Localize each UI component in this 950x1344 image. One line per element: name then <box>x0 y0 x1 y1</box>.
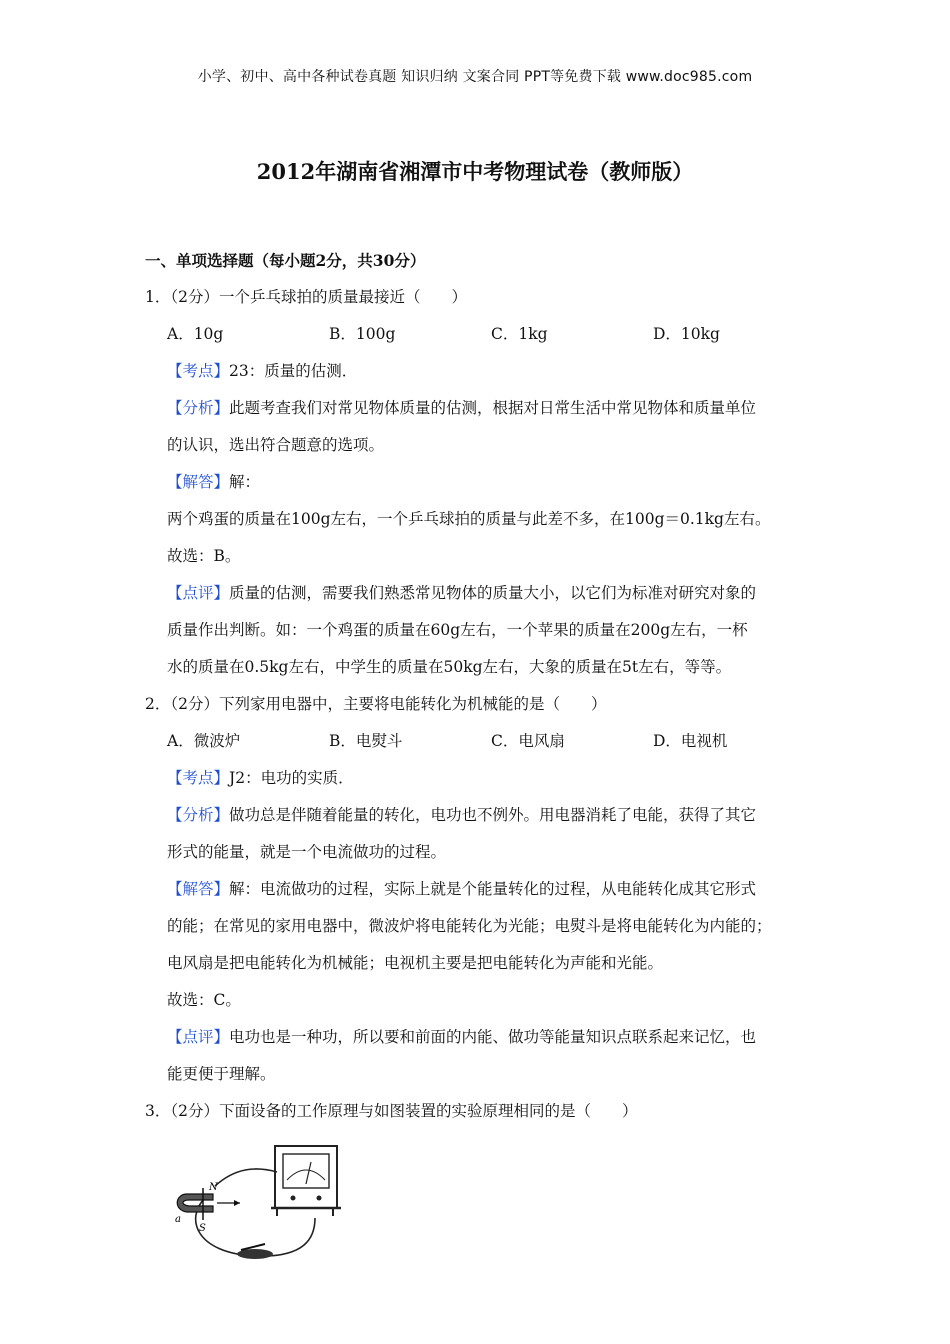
q2-kaodian <box>145 760 825 797</box>
q2-jieda-cont-1: 的能；在常见的家用电器中，微波炉将电能转化为光能；电熨斗是将电能转化为内能的； <box>167 917 772 935</box>
q2-dianping <box>145 1019 825 1056</box>
fenxi-text: 做功总是伴随着能量的转化，电功也不例外。用电器消耗了电能，获得了其它 <box>229 806 757 824</box>
option-a: A．10g <box>167 325 224 343</box>
option-c: C．电风扇 <box>491 732 565 750</box>
q1-fenxi-cont: 的认识，选出符合题意的选项。 <box>167 436 385 454</box>
q1-jieda <box>145 464 825 501</box>
kaodian-text: J2：电功的实质． <box>229 769 354 787</box>
option-d: D．电视机 <box>653 732 728 750</box>
option-d: D．10kg <box>653 325 720 343</box>
question-2-options <box>145 723 825 760</box>
q1-dianping <box>145 575 825 612</box>
section-heading: 一、单项选择题（每小题2分，共30分） <box>145 251 426 270</box>
fenxi-tag: 【分析】 <box>167 806 230 824</box>
q1-fenxi <box>145 390 825 427</box>
dianping-text: 电功也是一种功，所以要和前面的内能、做功等能量知识点联系起来记忆，也 <box>229 1028 757 1046</box>
galvanometer-circuit-diagram <box>165 1138 355 1263</box>
label-a: a <box>175 1214 181 1225</box>
dianping-tag: 【点评】 <box>167 1028 230 1046</box>
q1-answer: 故选：B。 <box>167 547 241 565</box>
kaodian-tag: 【考点】 <box>167 769 230 787</box>
dianping-tag: 【点评】 <box>167 584 230 602</box>
label-s: S <box>199 1223 206 1234</box>
q1-dianping-cont-1: 质量作出判断。如：一个鸡蛋的质量在60g左右，一个苹果的质量在200g左右，一杯 <box>167 621 748 639</box>
q2-jieda <box>145 871 825 908</box>
option-c: C．1kg <box>491 325 548 343</box>
fenxi-text: 此题考查我们对常见物体质量的估测，根据对日常生活中常见物体和质量单位 <box>229 399 757 417</box>
question-1-options <box>145 316 825 353</box>
q2-fenxi <box>145 797 825 834</box>
question-1-stem: 1．（2分）一个乒乓球拍的质量最接近（ ） <box>145 288 467 306</box>
q1-dianping-cont-2: 水的质量在0.5kg左右，中学生的质量在50kg左右，大象的质量在5t左右，等等。 <box>167 658 732 676</box>
page-title: 2012年湖南省湘潭市中考物理试卷（教师版） <box>256 159 694 184</box>
kaodian-tag: 【考点】 <box>167 362 230 380</box>
q2-jieda-cont-2: 电风扇是把电能转化为机械能；电视机主要是把电能转化为声能和光能。 <box>167 954 664 972</box>
fenxi-tag: 【分析】 <box>167 399 230 417</box>
option-b: B．100g <box>329 325 396 343</box>
jieda-tag: 【解答】 <box>167 880 230 898</box>
jieda-text: 解：电流做功的过程，实际上就是个能量转化的过程，从电能转化成其它形式 <box>229 880 757 898</box>
question-3-stem: 3．（2分）下面设备的工作原理与如图装置的实验原理相同的是（ ） <box>145 1102 638 1120</box>
jieda-text: 解： <box>229 473 261 491</box>
option-b: B．电熨斗 <box>329 732 403 750</box>
q1-solution: 两个鸡蛋的质量在100g左右，一个乒乓球拍的质量与此差不多，在100g＝0.1kg左右。 <box>167 510 771 528</box>
q2-answer: 故选：C。 <box>167 991 241 1009</box>
question-2-stem: 2．（2分）下列家用电器中，主要将电能转化为机械能的是（ ） <box>145 695 607 713</box>
kaodian-text: 23：质量的估测． <box>229 362 358 380</box>
page-header: 小学、初中、高中各种试卷真题 知识归纳 文案合同 PPT等免费下载 www.doc985.com <box>197 69 753 85</box>
jieda-tag: 【解答】 <box>167 473 230 491</box>
option-a: A．微波炉 <box>167 732 241 750</box>
q2-fenxi-cont: 形式的能量，就是一个电流做功的过程。 <box>167 843 447 861</box>
document-body <box>145 242 825 1263</box>
q1-kaodian <box>145 353 825 390</box>
experiment-figure <box>165 1138 355 1263</box>
q2-dianping-cont: 能更便于理解。 <box>167 1065 276 1083</box>
label-n: N <box>209 1182 218 1193</box>
dianping-text: 质量的估测，需要我们熟悉常见物体的质量大小，以它们为标准对研究对象的 <box>229 584 757 602</box>
